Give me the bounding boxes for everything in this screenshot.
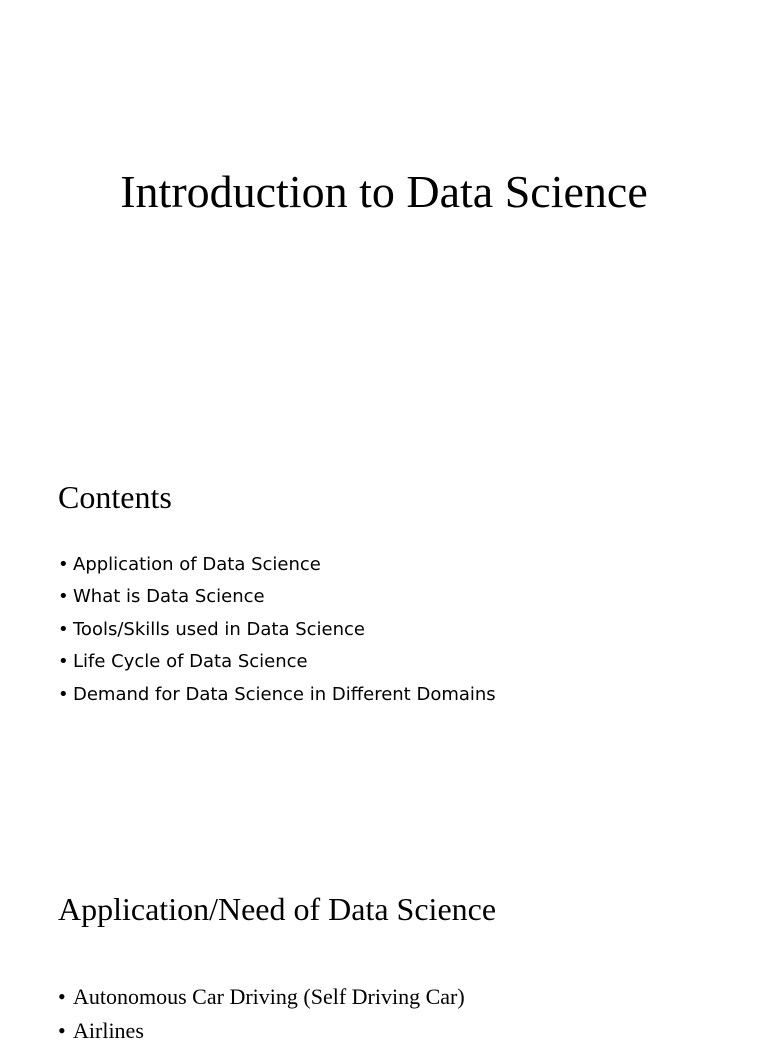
- list-item: [58, 581, 496, 613]
- bullet-icon: •: [58, 683, 69, 705]
- list-item-text: Application of Data Science: [73, 554, 321, 575]
- bullet-icon: •: [58, 1018, 66, 1043]
- list-item: [58, 614, 496, 646]
- application-slide: [0, 864, 768, 1043]
- application-heading: Application/Need of Data Science: [58, 891, 497, 927]
- page-title: Introduction to Data Science: [120, 166, 648, 217]
- contents-slide: [0, 432, 768, 864]
- bullet-icon: •: [58, 984, 66, 1009]
- bullet-icon: •: [58, 586, 69, 608]
- bullet-icon: •: [58, 651, 69, 673]
- contents-heading: Contents: [58, 479, 172, 515]
- list-item: [58, 1014, 465, 1048]
- list-item-text: Demand for Data Science in Different Domains: [73, 683, 496, 705]
- application-list: [58, 980, 465, 1048]
- list-item: [58, 549, 496, 581]
- list-item-text: Tools/Skills used in Data Science: [73, 618, 365, 640]
- list-item: [58, 679, 496, 711]
- list-item-text: What is Data Science: [73, 586, 265, 608]
- list-item: [58, 646, 496, 678]
- list-item-text: Airlines: [73, 1018, 144, 1043]
- bullet-icon: •: [58, 554, 69, 575]
- title-slide: [0, 0, 768, 432]
- list-item-text: Life Cycle of Data Science: [73, 651, 308, 673]
- list-item-text: Autonomous Car Driving (Self Driving Car): [73, 984, 465, 1009]
- list-item: [58, 980, 465, 1014]
- bullet-icon: •: [58, 618, 69, 640]
- contents-list: [58, 549, 496, 711]
